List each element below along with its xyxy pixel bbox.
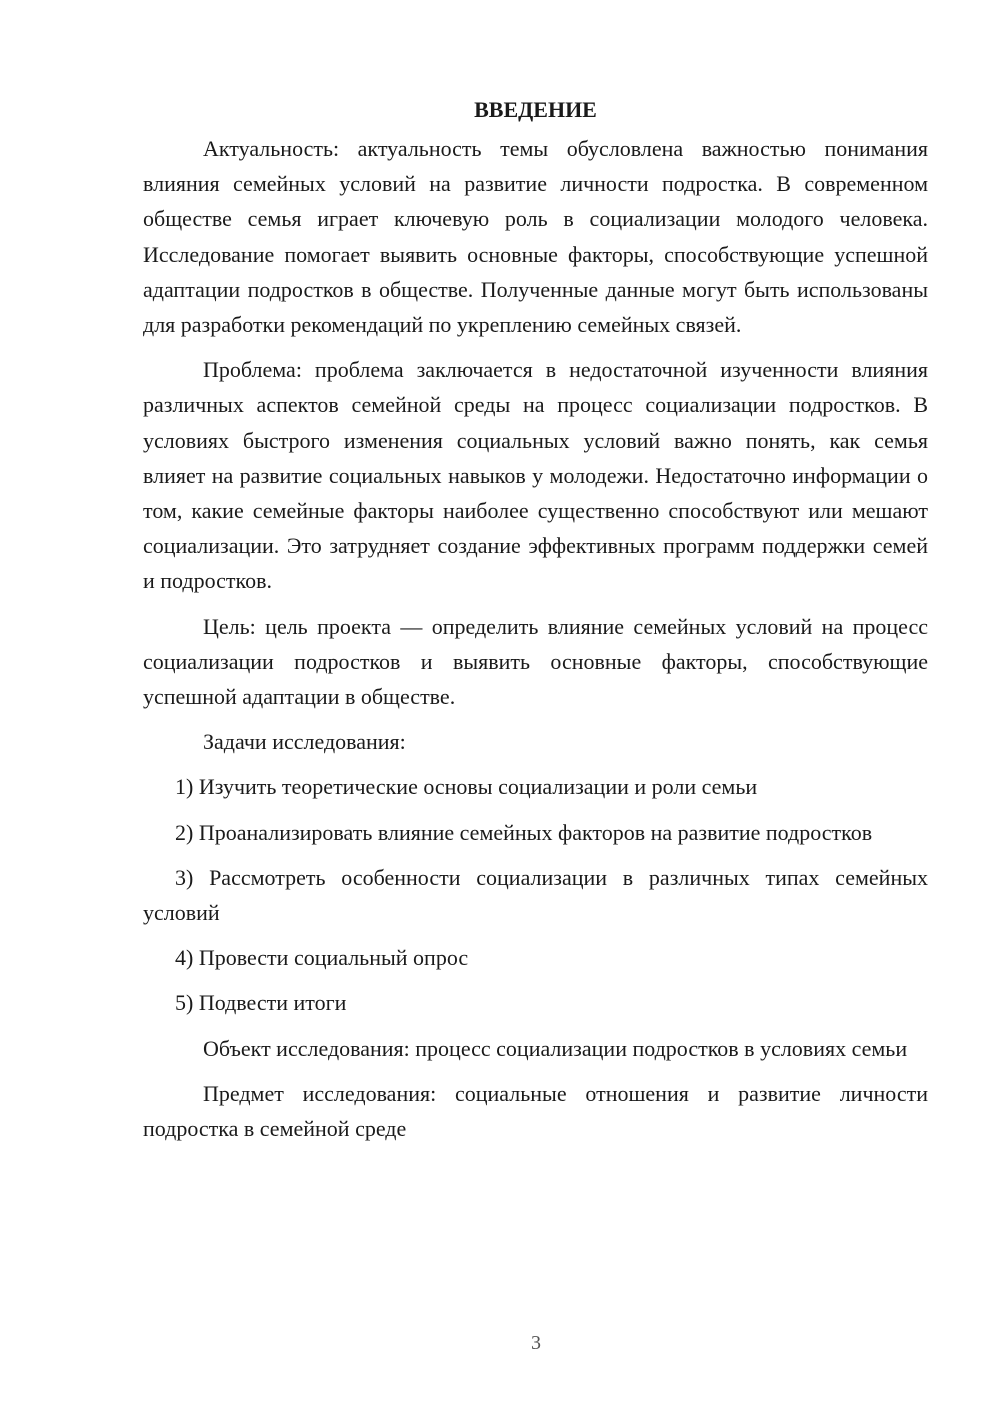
section-heading: ВВЕДЕНИЕ	[474, 97, 597, 122]
task-item-3: 3) Рассмотреть особенности социализации в различных типах семейных условий	[143, 864, 928, 926]
task-item-1: 1) Изучить теоретические основы социализации и роли семьи	[175, 774, 758, 800]
document-page	[143, 92, 928, 1156]
tasks-title: Задачи исследования:	[203, 729, 406, 755]
task-item-4: 4) Провести социальный опрос	[175, 945, 469, 971]
paragraph-relevance: Актуальность: актуальность темы обусловлена важностью понимания влияния семейных условий на развитие личности подростка. В современном обществе семья играет ключевую роль в социализации молодого человека. Исследование помогает выявить основные факторы, способствующие успешной адаптации подростков в обществе. Полученные данные могут быть использованы для разработки рекомендаций по укреплению семейных связей.	[143, 136, 928, 338]
task-item-5: 5) Подвести итоги	[175, 990, 347, 1016]
paragraph-object: Объект исследования: процесс социализации подростков в условиях семьи	[203, 1035, 908, 1061]
paragraph-problem: Проблема: проблема заключается в недостаточной изученности влияния различных аспектов семейной среды на процесс социализации подростков. В условиях быстрого изменения социальных условий важно понять, как семья влияет на развитие социальных навыков у молодежи. Недостаточно информации о том, какие семейные факторы наиболее существенно способствуют или мешают социализации. Это затрудняет создание эффективных программ поддержки семей и подростков.	[143, 357, 928, 594]
page-number: 3	[531, 1332, 541, 1354]
task-item-2: 2) Проанализировать влияние семейных факторов на развитие подростков	[175, 819, 873, 845]
paragraph-subject: Предмет исследования: социальные отношения и развитие личности подростка в семейной среде	[143, 1080, 928, 1142]
paragraph-goal: Цель: цель проекта — определить влияние семейных условий на процесс социализации подростков и выявить основные факторы, способствующие успешной адаптации в обществе.	[143, 613, 928, 710]
